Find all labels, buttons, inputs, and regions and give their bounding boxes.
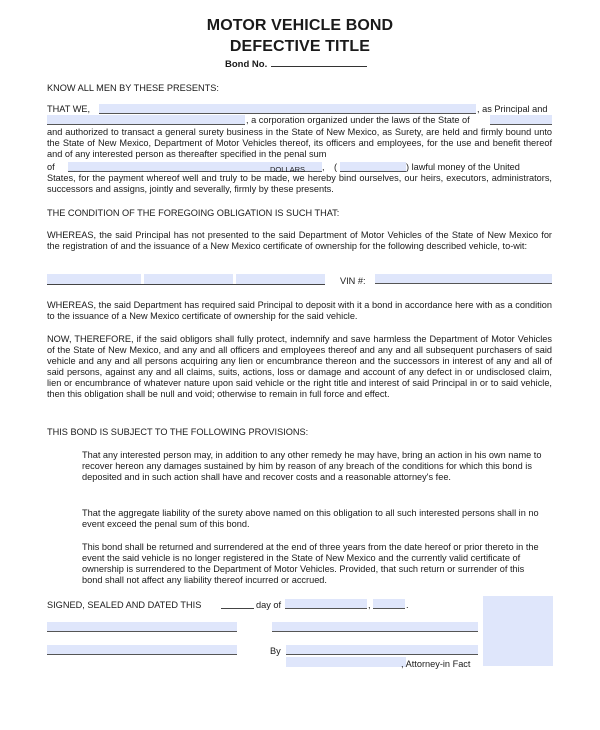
that-we-label: THAT WE, bbox=[47, 104, 91, 114]
attorney-in-fact-label: , Attorney-in Fact bbox=[401, 659, 471, 669]
vehicle-year-field[interactable] bbox=[47, 274, 141, 284]
obligation-paragraph: and authorized to transact a general surety business in the State of New Mexico, as Surety, are held and firmly bound unto the State of New Mexico, Department of Motor Vehicles thereof, its officers and employees, for the use and benefit thereof and of any interested person as thereafter specified in the penal sum bbox=[47, 127, 552, 159]
date-period-text: . bbox=[406, 600, 409, 610]
day-of-text: day of bbox=[256, 600, 282, 610]
provisions-heading: THIS BOND IS SUBJECT TO THE FOLLOWING PROVISIONS: bbox=[47, 427, 309, 437]
as-principal-text: , as Principal and bbox=[477, 104, 548, 114]
condition-heading: THE CONDITION OF THE FOREGOING OBLIGATION IS SUCH THAT: bbox=[47, 208, 340, 218]
signed-dated-text: SIGNED, SEALED AND DATED THIS bbox=[47, 600, 202, 610]
whereas-paragraph-1: WHEREAS, the said Principal has not presented to the said Department of Motor Vehicles of the State of New Mexico for the registration of and the issuance of a New Mexico certificate of ownership for the following described vehicle, to-wit: bbox=[47, 230, 552, 251]
seal-box[interactable] bbox=[483, 596, 553, 666]
witness-signature-field[interactable] bbox=[47, 645, 237, 655]
page-subtitle: DEFECTIVE TITLE bbox=[229, 38, 371, 55]
month-field[interactable] bbox=[285, 599, 367, 609]
bind-paragraph: States, for the payment whereof well and truly to be made, we hereby bind ourselves, our heirs, executors, administrators, successors and assigns, jointly and severally, firmly by these presents. bbox=[47, 173, 552, 194]
vehicle-model-field[interactable] bbox=[236, 274, 325, 284]
vehicle-description-line bbox=[47, 284, 325, 285]
bond-number-row bbox=[225, 58, 367, 70]
day-field[interactable] bbox=[221, 608, 254, 609]
surety-signature-field[interactable] bbox=[272, 622, 478, 632]
penal-sum-amount-field[interactable] bbox=[340, 162, 406, 172]
provision-1: That any interested person may, in addition to any other remedy he may have, bring an action in his own name to recover hereon any damages sustained by him by reason of any breach of the conditions for which this bond is deposited and in such action shall have and recover costs and a reasonable attorney's fee. bbox=[82, 450, 542, 482]
provision-2: That the aggregate liability of the surety above named on this obligation to all such interested persons shall in no event exceed the penal sum of this bond. bbox=[82, 508, 539, 529]
principal-signature-field[interactable] bbox=[47, 622, 237, 632]
dollars-label: DOLLARS bbox=[270, 165, 306, 174]
corporation-text: , a corporation organized under the laws of the State of bbox=[246, 115, 470, 125]
surety-name-field[interactable] bbox=[47, 115, 245, 125]
paren-open-text: ( bbox=[334, 162, 338, 172]
bond-number-field[interactable] bbox=[271, 58, 367, 67]
vehicle-make-field[interactable] bbox=[144, 274, 233, 284]
by-signature-field[interactable] bbox=[286, 645, 478, 655]
vin-field[interactable] bbox=[375, 274, 552, 284]
bond-number-label: Bond No. bbox=[225, 59, 268, 70]
date-comma-text: , bbox=[368, 600, 371, 610]
of-text: of bbox=[47, 162, 55, 172]
attorney-name-field[interactable] bbox=[286, 657, 406, 667]
whereas-paragraph-2: WHEREAS, the said Department has required said Principal to deposit with it a bond in accordance here with as a condition to the issuance of a New Mexico certificate of ownership for the said vehicle. bbox=[47, 300, 552, 321]
comma-text: , bbox=[322, 162, 325, 172]
vin-label: VIN #: bbox=[340, 276, 366, 286]
intro-heading: KNOW ALL MEN BY THESE PRESENTS: bbox=[47, 83, 219, 93]
lawful-money-text: ) lawful money of the United bbox=[406, 162, 520, 172]
provision-3: This bond shall be returned and surrendered at the end of three years from the date hereof or prior thereto in the event the said vehicle is no longer registered in the State of New Mexico and the currently valid certificate of ownership is surrendered to the Department of Motor Vehicles. Provided, that such return or surrender of this bond shall not affect any liability thereof incurred or accrued. bbox=[82, 542, 539, 585]
year-field[interactable] bbox=[373, 599, 405, 609]
principal-name-field[interactable] bbox=[99, 104, 476, 114]
page-title: MOTOR VEHICLE BOND bbox=[206, 17, 394, 34]
now-therefore-paragraph: NOW, THEREFORE, if the said obligors shall fully protect, indemnify and save harmless the Department of Motor Vehicles of the State of New Mexico, and any and all officers and employees thereof and any and all subsequent purchasers of said vehicle and any and all persons acquiring any lien or encumbrance thereon and the successors in interest of any and all of said persons, against any and all claims, suits, actions, loss or damage and account of any defect in or undisclosed claim, lien or encumbrance of whatever nature upon said vehicle or the right title and interest of said Principal in or to said vehicle, then this obligation shall be null and void; otherwise to remain in full force and effect. bbox=[47, 334, 552, 399]
state-field[interactable] bbox=[490, 115, 552, 125]
by-label: By bbox=[270, 646, 281, 656]
